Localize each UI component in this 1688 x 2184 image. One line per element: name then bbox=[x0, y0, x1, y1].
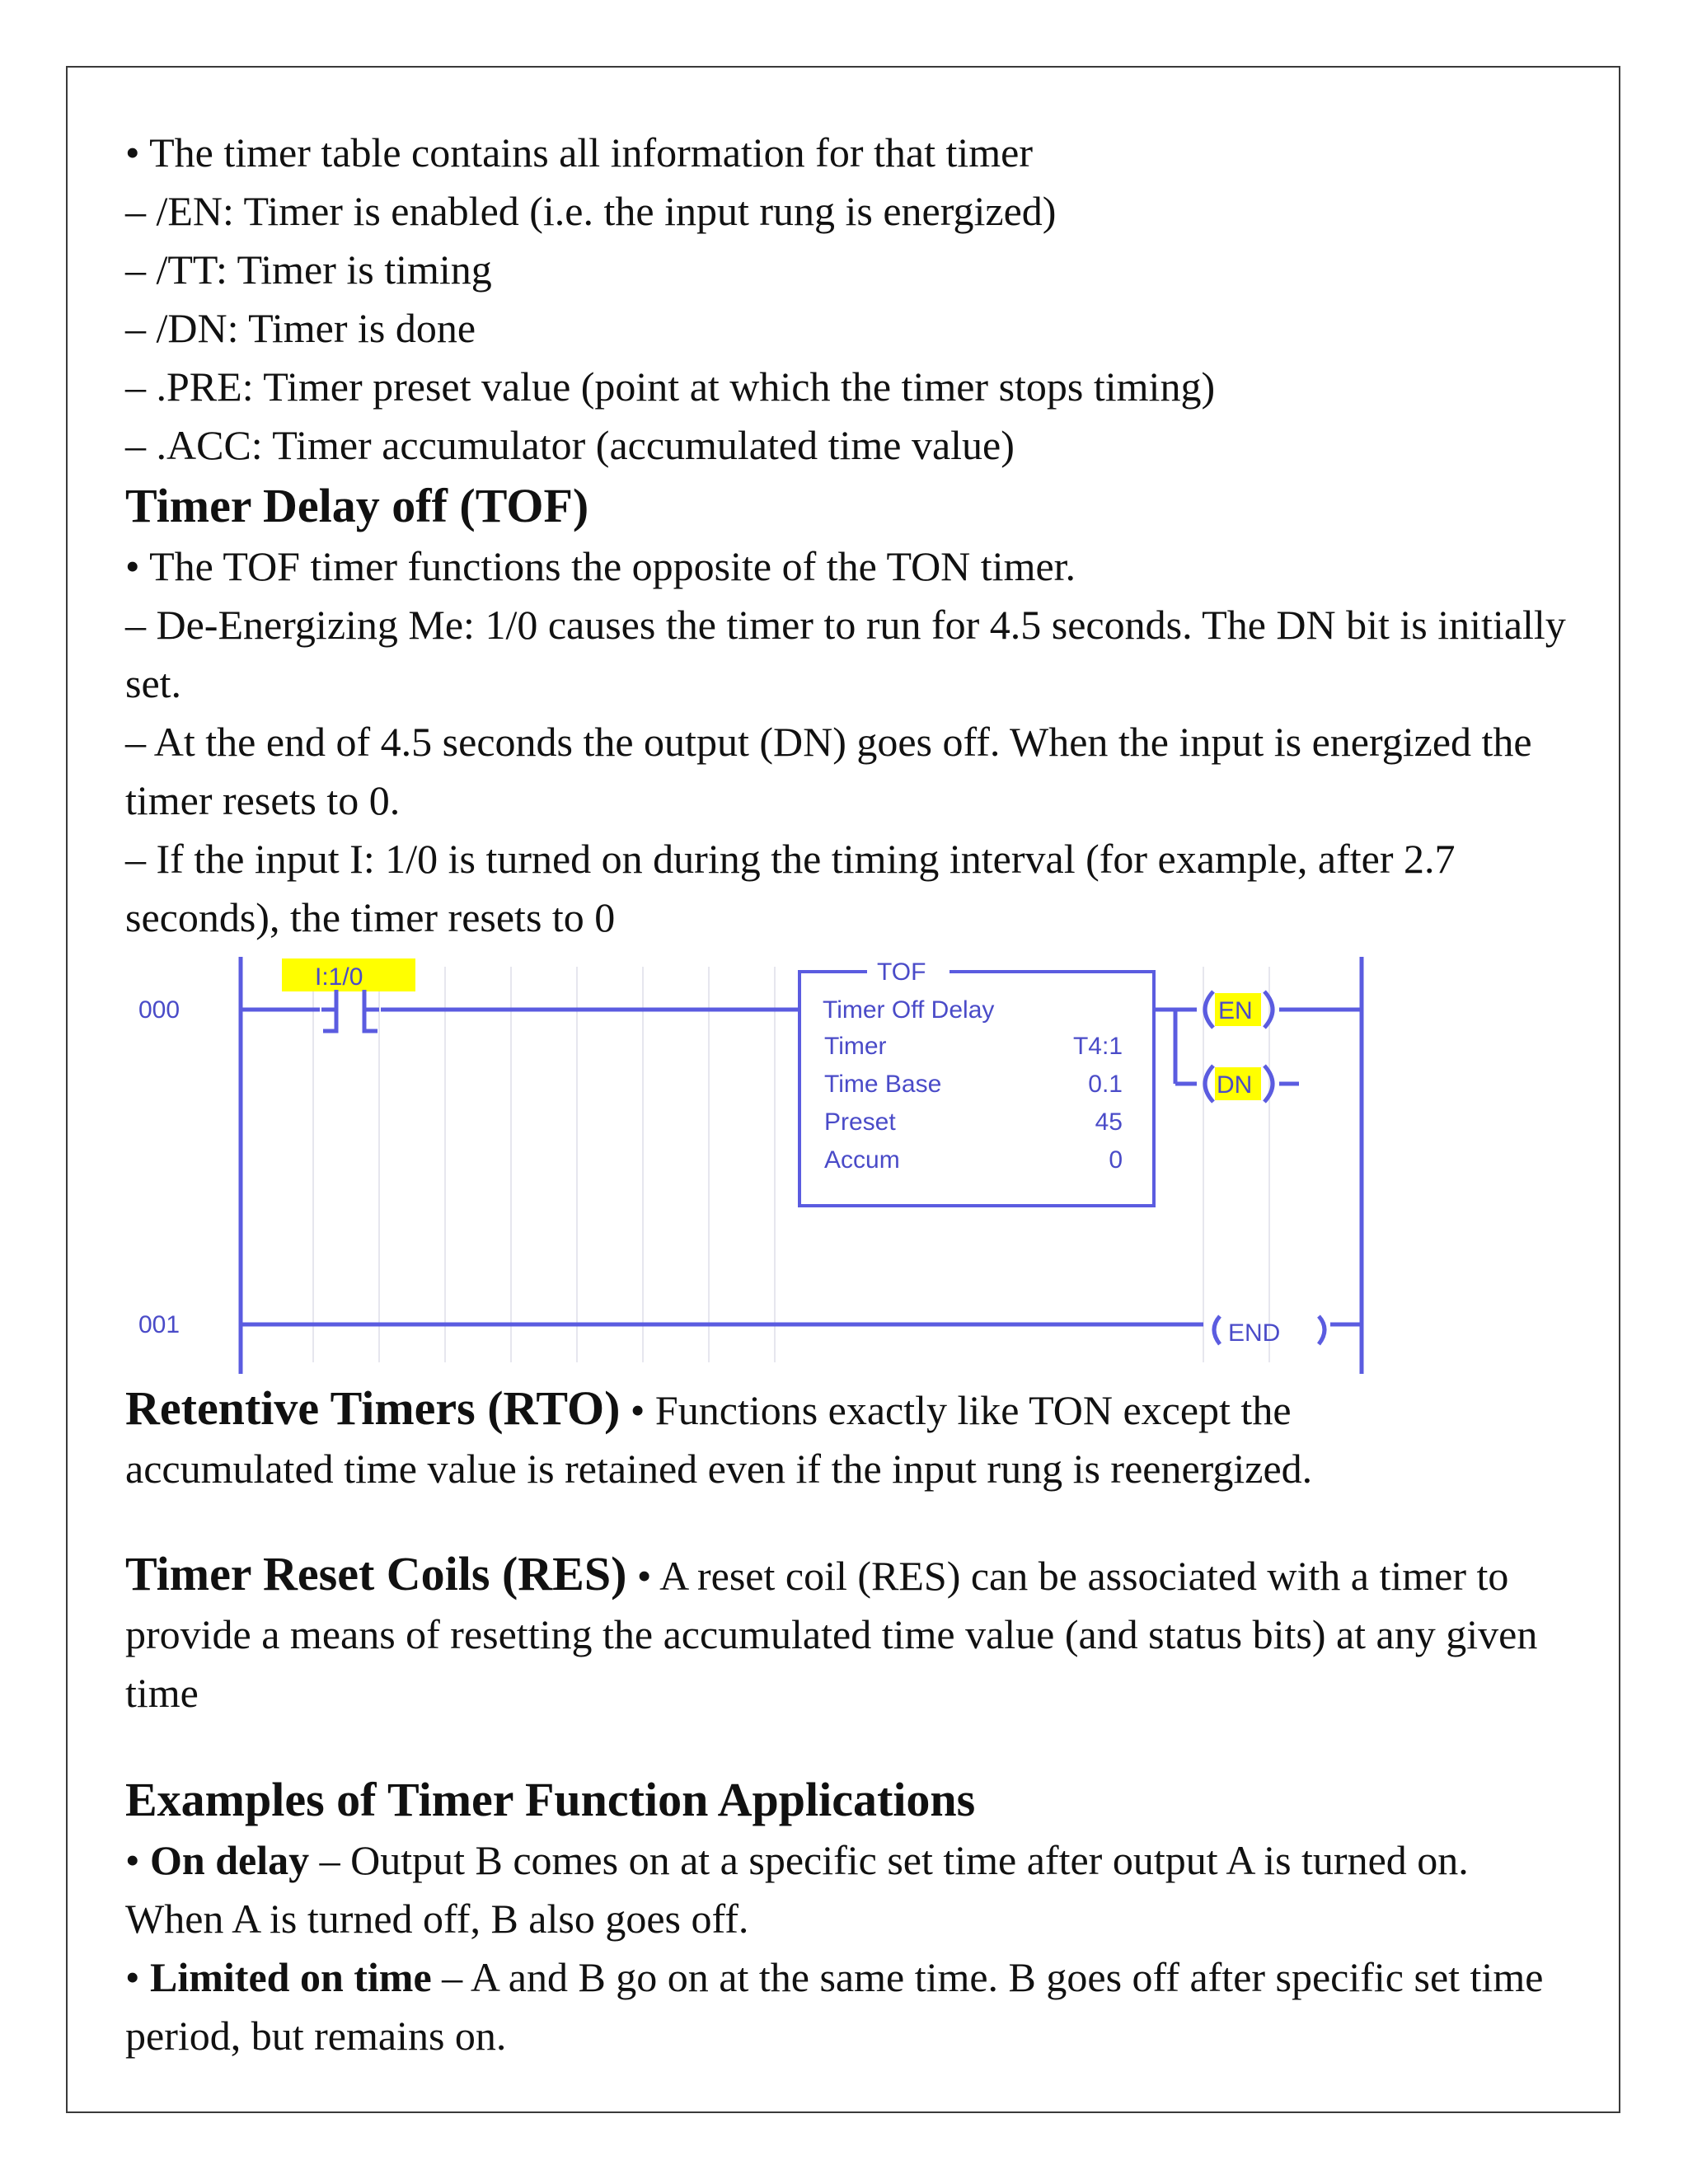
section-gap bbox=[125, 1722, 1576, 1769]
dn-coil-label: DN bbox=[1217, 1071, 1253, 1099]
example-on-delay: • On delay – Output B comes on at a specific set time after output A is turned on. When A is turned off, B also goes off. bbox=[125, 1837, 1469, 1942]
end-coil-label: END bbox=[1228, 1319, 1281, 1347]
tof-item-deenergizing: – De-Energizing Me: 1/0 causes the timer to run for 4.5 seconds. The DN bit is initially set. bbox=[125, 602, 1566, 706]
timer-table-item-acc: – .ACC: Timer accumulator (accumulated time value) bbox=[125, 422, 1015, 468]
xic-contact-icon bbox=[321, 990, 379, 1031]
section-gap bbox=[125, 1498, 1576, 1544]
rung-number-000: 000 bbox=[138, 996, 181, 1024]
timer-table-item-en: – /EN: Timer is enabled (i.e. the input rung is energized) bbox=[125, 188, 1057, 234]
ladder-svg bbox=[0, 950, 1688, 1379]
rto-heading: Retentive Timers (RTO) bbox=[125, 1381, 621, 1435]
tof-ladder-diagram bbox=[125, 950, 1576, 1379]
example-on-delay-lead: On delay bbox=[150, 1837, 310, 1883]
tof-block-name: Timer Off Delay bbox=[823, 996, 995, 1024]
tof-block-title: TOF bbox=[877, 958, 926, 986]
example-limited-on-time: • Limited on time – A and B go on at the same time. B goes off after specific set time period, but remains on. bbox=[125, 1954, 1544, 2059]
document-body bbox=[125, 124, 1576, 2065]
tof-row-value-timebase: 0.1 bbox=[1088, 1071, 1123, 1098]
tof-heading: Timer Delay off (TOF) bbox=[125, 479, 589, 532]
contact-address: I:1/0 bbox=[315, 963, 363, 991]
examples-heading: Examples of Timer Function Applications bbox=[125, 1773, 976, 1826]
res-text: • A reset coil (RES) can be associated with a timer to provide a means of resetting the accumulated time value (and status bits) at any given time bbox=[125, 1553, 1538, 1716]
timer-table-bullet: • The timer table contains all information for that timer bbox=[125, 129, 1033, 176]
tof-row-value-preset: 45 bbox=[1095, 1108, 1123, 1136]
rto-paragraph-line1 bbox=[125, 1379, 1576, 1440]
example-limited-on-time-lead: Limited on time bbox=[150, 1954, 432, 2000]
timer-table-item-tt: – /TT: Timer is timing bbox=[125, 246, 492, 293]
en-coil-label: EN bbox=[1218, 997, 1253, 1024]
timer-table-item-dn: – /DN: Timer is done bbox=[125, 305, 476, 351]
tof-row-value-accum: 0 bbox=[1109, 1146, 1123, 1174]
example-on-delay-text: – Output B comes on at a specific set time after output A is turned on. When A is turned off, B also goes off. bbox=[125, 1837, 1469, 1942]
rto-text-line1: • Functions exactly like TON except the bbox=[620, 1387, 1292, 1433]
tof-row-label-timer: Timer bbox=[824, 1033, 887, 1060]
res-paragraph bbox=[125, 1544, 1576, 1722]
tof-row-label-preset: Preset bbox=[824, 1108, 896, 1136]
rto-text-line2: accumulated time value is retained even if the input rung is reenergized. bbox=[125, 1446, 1313, 1492]
tof-row-label-accum: Accum bbox=[824, 1146, 900, 1174]
example-limited-on-time-text: – A and B go on at the same time. B goes off after specific set time period, but remains on. bbox=[125, 1954, 1544, 2059]
tof-row-label-timebase: Time Base bbox=[824, 1071, 942, 1098]
rung-number-001: 001 bbox=[138, 1311, 181, 1338]
tof-item-end: – At the end of 4.5 seconds the output (DN) goes off. When the input is energized the timer resets to 0. bbox=[125, 719, 1532, 823]
tof-item-reset: – If the input I: 1/0 is turned on during the timing interval (for example, after 2.7 seconds), the timer resets to 0 bbox=[125, 836, 1456, 940]
res-heading: Timer Reset Coils (RES) bbox=[125, 1547, 627, 1601]
tof-bullet: • The TOF timer functions the opposite of the TON timer. bbox=[125, 543, 1076, 589]
timer-table-item-pre: – .PRE: Timer preset value (point at which the timer stops timing) bbox=[125, 363, 1216, 410]
tof-row-value-timer: T4:1 bbox=[1072, 1033, 1123, 1060]
